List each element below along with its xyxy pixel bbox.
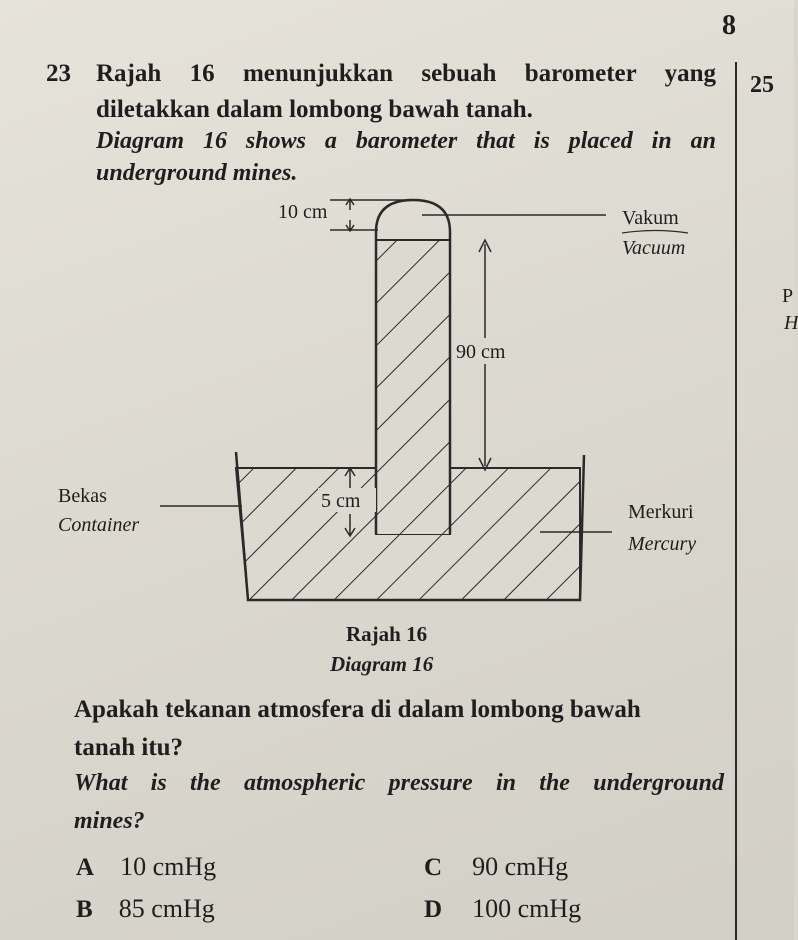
caption-english: Diagram 16: [330, 652, 434, 676]
prompt-malay-line-2: tanah itu?: [74, 734, 184, 761]
vacuum-tilde: [622, 231, 688, 234]
option-c-text: 90 cmHg: [472, 852, 569, 881]
label-bekas: Bekas: [58, 485, 107, 507]
label-merkuri: Merkuri: [628, 501, 694, 523]
option-d-letter: D: [424, 896, 443, 923]
option-a-text: 10 cmHg: [120, 852, 217, 881]
option-d[interactable]: [424, 894, 581, 924]
question-marks: 25: [750, 72, 774, 98]
mercury-column: [376, 240, 450, 534]
option-b-letter: B: [76, 896, 93, 923]
option-b[interactable]: [76, 894, 215, 924]
label-vacuum: Vacuum: [622, 237, 686, 259]
option-c[interactable]: [424, 852, 568, 882]
stem-malay-line-1: Rajah 16 menunjukkan sebuah barometer yang: [96, 60, 716, 87]
stem-english-line-1: Diagram 16 shows a barometer that is placed in an: [96, 128, 716, 154]
margin-fragment-h: H: [784, 312, 798, 334]
label-vakum: Vakum: [622, 207, 679, 229]
option-a-letter: A: [76, 854, 95, 881]
option-a[interactable]: [76, 852, 216, 882]
label-10cm: 10 cm: [278, 201, 328, 223]
label-5cm: 5 cm: [321, 490, 361, 512]
option-b-text: 85 cmHg: [118, 894, 215, 923]
stem-malay-line-2: diletakkan dalam lombong bawah tanah.: [96, 96, 533, 123]
prompt-english-line-1: What is the atmospheric pressure in the underground: [74, 770, 724, 796]
stem-english-line-2: underground mines.: [96, 160, 298, 186]
label-container: Container: [58, 514, 140, 536]
page-number: 8: [722, 10, 736, 41]
option-c-letter: C: [424, 854, 443, 881]
caption-malay: Rajah 16: [346, 622, 428, 646]
prompt-malay-line-1: Apakah tekanan atmosfera di dalam lombong bawah: [74, 696, 641, 723]
option-d-text: 100 cmHg: [472, 894, 582, 923]
label-90cm: 90 cm: [456, 341, 506, 363]
prompt-english-line-2: mines?: [74, 808, 145, 834]
margin-fragment-p: P: [782, 285, 794, 307]
label-mercury: Mercury: [628, 533, 697, 555]
question-number: 23: [46, 60, 71, 87]
